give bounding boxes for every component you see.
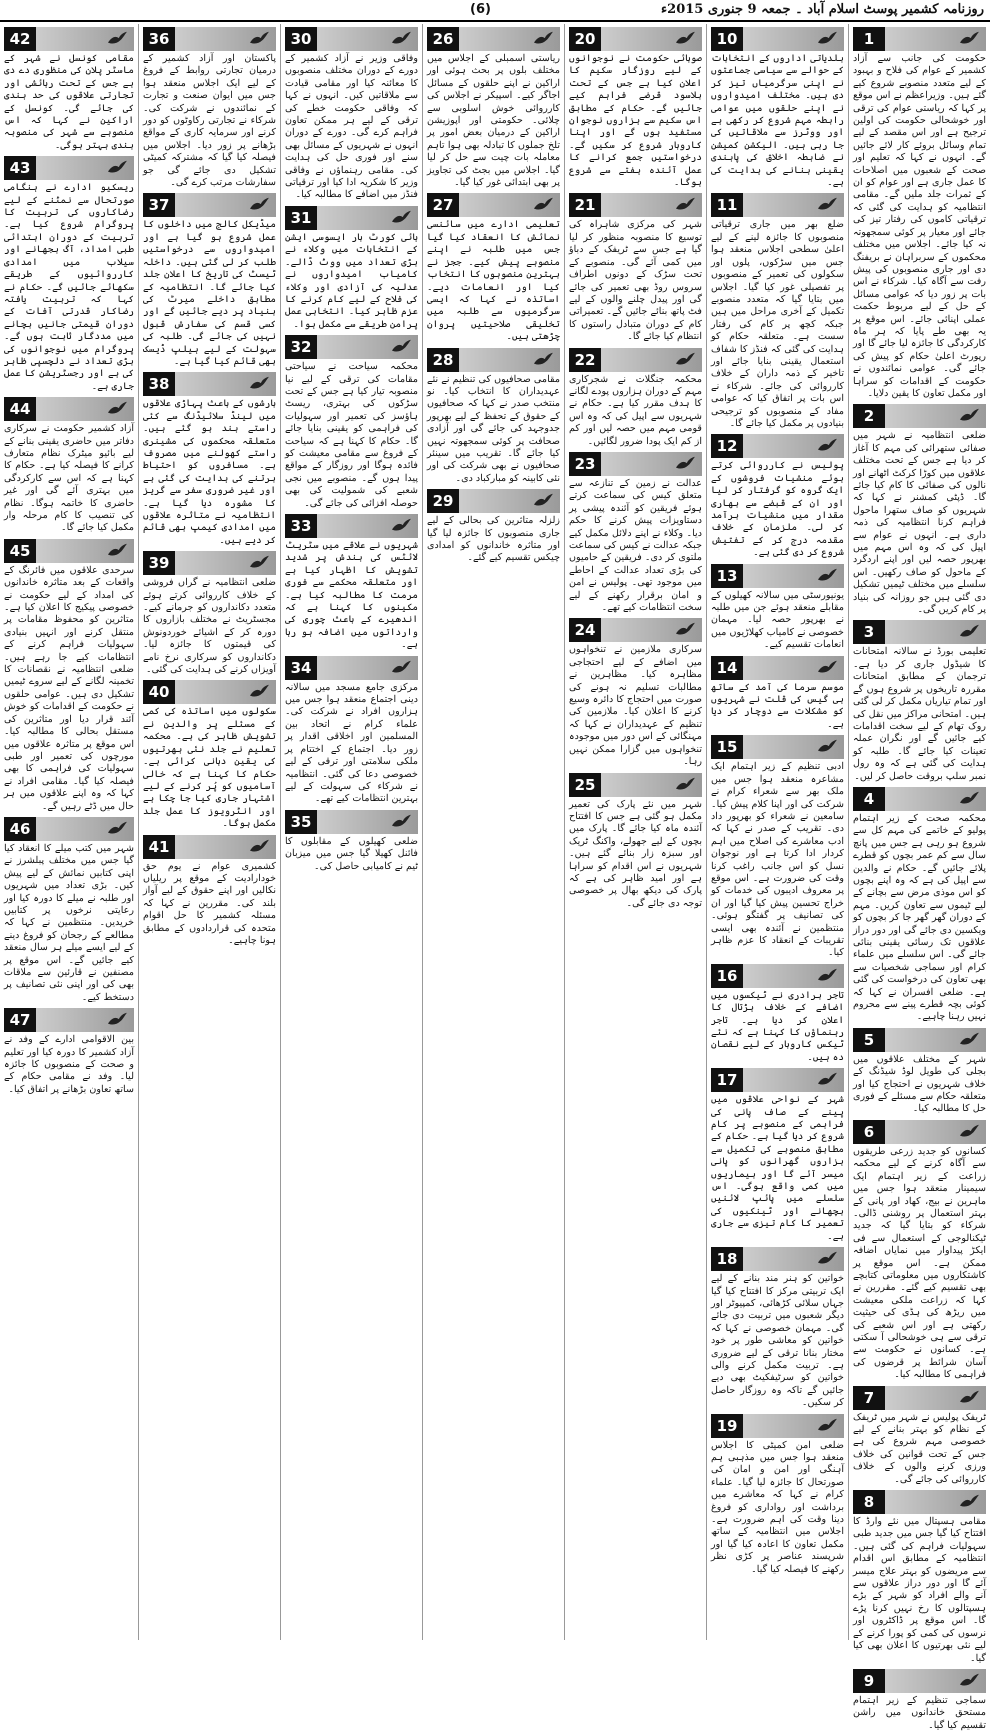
item-header-bar xyxy=(285,27,418,51)
bird-icon xyxy=(106,159,128,177)
item-header-bar xyxy=(853,27,986,51)
bird-icon xyxy=(816,567,838,585)
item-number: 19 xyxy=(711,1414,743,1438)
bird-icon xyxy=(390,209,412,227)
news-item xyxy=(569,193,702,343)
item-text: تاجر برادری نے ٹیکسوں میں اضافے کے خلاف ہڑتال کا اعلان کر دیا ہے۔ تاجر رہنماؤں کا کہنا ہے کہ نئے ٹیکس کاروبار کے لیے نقصان دہ ہیں۔ xyxy=(711,989,844,1063)
item-number: 10 xyxy=(711,27,743,51)
item-header-bar xyxy=(143,193,276,217)
item-header-bar xyxy=(569,348,702,372)
item-number: 30 xyxy=(285,27,317,51)
item-header-bar xyxy=(4,397,134,421)
item-text: پاکستان اور آزاد کشمیر کے درمیان تجارتی روابط کے فروغ کے لیے ایک اجلاس منعقد ہوا جس میں ایوان صنعت و تجارت کے نمائندوں نے شرکت کی۔ شرکاء نے تجارتی رکاوٹوں کو دور کرنے اور سرمایہ کاری کے مواقع بڑھانے پر زور دیا۔ اجلاس میں فیصلہ کیا گیا کہ مشترکہ کمیٹی تشکیل دی جائے گی جو سفارشات مرتب کرے گی۔ xyxy=(143,53,276,189)
news-item xyxy=(569,348,702,448)
item-text: کسانوں کو جدید زرعی طریقوں سے آگاہ کرنے کے لیے محکمہ زراعت کے زیر اہتمام ایک سیمینار منعقد ہوا جس میں ماہرین نے بیج، کھاد اور پانی کے بہتر استعمال پر روشنی ڈالی۔ شرکاء کو بتایا گیا کہ جدید ٹیکنالوجی کے استعمال سے فی ایکڑ پیداوار میں نمایاں اضافہ ممکن ہے۔ اس موقع پر کاشتکاروں میں معلوماتی کتابچے بھی تقسیم کیے گئے۔ مقررین نے کہا کہ زراعت ملکی معیشت میں ریڑھ کی ہڈی کی حیثیت رکھتی ہے اور اس شعبے کی ترقی سے ہی خوشحالی آ سکتی ہے۔ کسانوں نے حکومت سے آسان شرائط پر قرضوں کی فراہمی کا مطالبہ کیا۔ xyxy=(853,1145,986,1381)
news-item xyxy=(853,1028,986,1116)
bird-icon xyxy=(816,1417,838,1435)
item-number: 28 xyxy=(427,348,459,372)
item-number: 11 xyxy=(711,193,743,217)
item-header-bar xyxy=(853,787,986,811)
item-header-bar xyxy=(143,372,276,396)
item-header-bar xyxy=(569,618,702,642)
news-item xyxy=(853,404,986,616)
news-item xyxy=(4,156,134,393)
bird-icon xyxy=(248,554,270,572)
bird-icon xyxy=(248,683,270,701)
news-item xyxy=(143,551,276,676)
news-item xyxy=(711,564,844,652)
item-text: محکمہ صحت کے زیر اہتمام پولیو کے خاتمے کی مہم کل سے شروع ہو رہی ہے جس میں پانچ سال سے کم عمر بچوں کو قطرے پلائے جائیں گے۔ حکام نے والدین سے اپیل کی ہے کہ وہ اپنے بچوں کو اس موذی مرض سے بچانے کے لیے ٹیموں سے تعاون کریں۔ مہم کے دوران گھر گھر جا کر بچوں کو ویکسین دی جائے گی اور دور دراز علاقوں تک رسائی یقینی بنائی جائے گی۔ اس سلسلے میں علماء کرام اور سماجی شخصیات سے بھی تعاون کی درخواست کی گئی ہے۔ ضلعی افسران نے کہا کہ کوئی بچہ قطرے پینے سے محروم نہیں رہنا چاہیے۔ xyxy=(853,812,986,1023)
bird-icon xyxy=(106,1011,128,1029)
item-text: حکومت کی جانب سے آزاد کشمیر کے عوام کی فلاح و بہبود کے لیے متعدد منصوبے شروع کیے گئے ہیں۔ وزیراعظم نے اس موقع پر کہا کہ ریاستی عوام کی ترقی اور خوشحالی حکومت کی اولین ترجیح ہے اور اس مقصد کے لیے تمام وسائل بروئے کار لائے جائیں گے۔ انہوں نے کہا کہ تعلیم اور صحت کے شعبوں میں اصلاحات کا عمل جاری ہے اور عوام کو ان کے ثمرات جلد ملیں گے۔ مقامی انتظامیہ کو ہدایت کی گئی کہ ترقیاتی کاموں کی رفتار تیز کی جائے اور معیار پر کوئی سمجھوتہ نہ کیا جائے۔ اجلاس میں مختلف محکموں کے سربراہان نے بریفنگ دی اور جاری منصوبوں کی پیش رفت سے آگاہ کیا۔ شرکاء نے اس بات پر زور دیا کہ عوامی مسائل کے حل کے لیے مربوط حکمت عملی اپنائی جائے۔ اس موقع پر یہ بھی طے پایا کہ ہر ماہ کارکردگی کا جائزہ لیا جائے گا اور رپورٹ اعلیٰ حکام کو پیش کی جائے گی۔ عوامی نمائندوں نے حکومت کے اقدامات کو سراہا اور مکمل تعاون کا یقین دلایا۔ xyxy=(853,53,986,399)
item-text: ضلع بھر میں جاری ترقیاتی منصوبوں کا جائزہ لینے کے لیے اعلیٰ سطحی اجلاس منعقد ہوا جس میں سڑکوں، پلوں اور سکولوں کی تعمیر کے منصوبوں پر تفصیلی غور کیا گیا۔ اجلاس میں بتایا گیا کہ متعدد منصوبے تکمیل کے آخری مراحل میں ہیں جبکہ کچھ پر کام کی رفتار سست ہے۔ متعلقہ حکام کو ہدایت کی گئی کہ فنڈز کا شفاف استعمال یقینی بنایا جائے اور تاخیر کے ذمہ داران کے خلاف کارروائی کی جائے۔ شرکاء نے اس بات پر اتفاق کیا کہ عوامی مفاد کے منصوبوں کو ترجیحی بنیادوں پر مکمل کیا جائے گا۔ xyxy=(711,219,844,429)
item-header-bar xyxy=(4,539,134,563)
column-7 xyxy=(0,24,138,1640)
bird-icon xyxy=(816,659,838,677)
bird-icon xyxy=(390,659,412,677)
news-item xyxy=(427,193,560,343)
item-text: محکمہ سیاحت نے سیاحتی مقامات کی ترقی کے لیے نیا منصوبہ تیار کیا ہے جس کے تحت سڑکوں کی بہتری، ریسٹ ہاؤسز کی تعمیر اور سہولیات کی فراہمی کو یقینی بنایا جائے گا۔ حکام کا کہنا ہے کہ سیاحت کے فروغ سے مقامی معیشت کو فائدہ ہوگا اور روزگار کے مواقع پیدا ہوں گے۔ منصوبے میں نجی شعبے کی شمولیت کی بھی حوصلہ افزائی کی جائے گی۔ xyxy=(285,361,418,509)
item-number: 18 xyxy=(711,1247,743,1271)
item-number: 42 xyxy=(4,27,36,51)
item-number: 1 xyxy=(853,27,885,51)
item-text: شہر میں کتب میلے کا انعقاد کیا گیا جس میں مختلف پبلشرز نے اپنی کتابیں نمائش کے لیے پیش کیں۔ بڑی تعداد میں شہریوں اور طلبہ نے میلے کا دورہ کیا اور رعایتی نرخوں پر کتابیں خریدیں۔ منتظمین نے کہا کہ مطالعے کے رجحان کو فروغ دینے کے لیے ایسے میلے ہر سال منعقد کیے جائیں گے۔ اس موقع پر مصنفین نے قارئین سے ملاقات بھی کی اور اپنی نئی تصانیف پر دستخط کیے۔ xyxy=(4,842,134,1003)
item-number: 37 xyxy=(143,193,175,217)
item-text: ٹریفک پولیس نے شہر میں ٹریفک کے نظام کو بہتر بنانے کے لیے خصوصی مہم شروع کی ہے جس کے تحت قوانین کی خلاف ورزی کرنے والوں کے خلاف کارروائی کی جائے گی۔ xyxy=(853,1411,986,1485)
news-item xyxy=(4,539,134,813)
item-text: شہر کی مرکزی شاہراہ کی توسیع کا منصوبہ منظور کر لیا گیا ہے جس سے ٹریفک کے دباؤ میں کمی آئے گی۔ منصوبے کے تحت سڑک کے دونوں اطراف سروس روڈ بھی تعمیر کی جائے گی اور پیدل چلنے والوں کے لیے فٹ پاتھ بنائے جائیں گے۔ تعمیراتی کام کے دوران متبادل راستوں کا انتظام کیا جائے گا۔ xyxy=(569,219,702,343)
bird-icon xyxy=(816,30,838,48)
item-number: 29 xyxy=(427,489,459,513)
item-text: یونیورسٹی میں سالانہ کھیلوں کے مقابلے منعقد ہوئے جن میں طلبہ نے بھرپور حصہ لیا۔ مہمان خصوصی نے کامیاب کھلاڑیوں میں انعامات تقسیم کیے۔ xyxy=(711,589,844,651)
item-number: 41 xyxy=(143,835,175,859)
bird-icon xyxy=(958,1389,980,1407)
bird-icon xyxy=(816,1071,838,1089)
news-item xyxy=(569,618,702,768)
item-number: 32 xyxy=(285,335,317,359)
page-number: (6) xyxy=(470,2,491,17)
item-header-bar xyxy=(711,735,844,759)
bird-icon xyxy=(674,455,696,473)
item-header-bar xyxy=(285,206,418,230)
item-text: ضلعی انتظامیہ نے گراں فروشی کے خلاف کارروائی کرتے ہوئے متعدد دکانداروں کو جرمانے کیے۔ مجسٹریٹ نے مختلف بازاروں کا دورہ کر کے اشیائے خوردونوش کی قیمتوں کا جائزہ لیا۔ دکانداروں کو سرکاری نرخ نامے آویزاں کرنے کی ہدایت کی گئی۔ xyxy=(143,577,276,676)
bird-icon xyxy=(674,776,696,794)
news-item xyxy=(427,489,560,565)
news-item xyxy=(711,656,844,732)
item-text: سماجی تنظیم کے زیر اہتمام مستحق خاندانوں میں راشن تقسیم کیا گیا۔ xyxy=(853,1694,986,1731)
item-text: موسم سرما کی آمد کے ساتھ ہی گیس کی قلت نے شہریوں کو مشکلات سے دوچار کر دیا ہے۔ xyxy=(711,681,844,730)
item-text: وفاقی وزیر نے آزاد کشمیر کے دورے کے دوران مختلف منصوبوں کا معائنہ کیا اور مقامی قیادت سے ملاقاتیں کیں۔ انہوں نے کہا کہ وفاقی حکومت خطے کی ترقی کے لیے ہر ممکن تعاون فراہم کرے گی۔ دورے کے دوران انہوں نے شہریوں کے مسائل بھی سنے اور فوری حل کی ہدایت کی۔ مقامی رہنماؤں نے وفاقی وزیر کا شکریہ ادا کیا اور ترقیاتی فنڈز میں اضافے کا مطالبہ کیا۔ xyxy=(285,53,418,201)
item-text: سکولوں میں اساتذہ کی کمی کے مسئلے پر والدین نے تشویش ظاہر کی ہے۔ محکمہ تعلیم نے جلد نئی بھرتیوں کی یقین دہانی کرائی ہے۔ حکام کا کہنا ہے کہ خالی آسامیوں کو پُر کرنے کے لیے اشتہار جاری کیا جا چکا ہے اور انٹرویوز کا عمل جلد مکمل ہوگا۔ xyxy=(143,706,276,830)
item-number: 26 xyxy=(427,27,459,51)
news-item xyxy=(853,1386,986,1486)
news-item xyxy=(711,1068,844,1243)
news-item xyxy=(853,1669,986,1732)
item-header-bar xyxy=(427,193,560,217)
news-item xyxy=(4,27,134,152)
item-number: 17 xyxy=(711,1068,743,1092)
bird-icon xyxy=(248,838,270,856)
item-text: مقامی ہسپتال میں نئے وارڈ کا افتتاح کیا گیا جس میں جدید طبی سہولیات فراہم کی گئی ہیں۔ انتظامیہ کے مطابق اس اقدام سے مریضوں کو بہتر علاج میسر آئے گا اور دور دراز علاقوں سے آنے والے افراد کو شہر کے بڑے ہسپتالوں کا رخ نہیں کرنا پڑے گا۔ اس موقع پر ڈاکٹروں اور نرسوں کی کمی کو پورا کرنے کے لیے نئی بھرتیوں کا اعلان بھی کیا گیا۔ xyxy=(853,1516,986,1664)
item-header-bar xyxy=(427,27,560,51)
item-text: بلدیاتی اداروں کے انتخابات کے حوالے سے سیاسی جماعتوں نے اپنی سرگرمیاں تیز کر دی ہیں۔ مختلف امیدواروں نے اپنے حلقوں میں عوامی رابطہ مہم شروع کر رکھی ہے اور ووٹرز سے ملاقاتیں کی جا رہی ہیں۔ الیکشن کمیشن نے ضابطہ اخلاق کی پابندی یقینی بنانے کی ہدایت کی ہے۔ xyxy=(711,53,844,189)
item-number: 6 xyxy=(853,1120,885,1144)
bird-icon xyxy=(390,517,412,535)
item-number: 35 xyxy=(285,810,317,834)
item-number: 25 xyxy=(569,773,601,797)
news-item xyxy=(569,452,702,614)
item-text: ہائی کورٹ بار ایسوسی ایشن کے انتخابات میں وکلاء نے بڑی تعداد میں ووٹ ڈالے۔ کامیاب امیدواروں نے عدلیہ کی آزادی اور وکلاء کی فلاح کے لیے کام کرنے کا عزم ظاہر کیا۔ انتخابی عمل پرامن طریقے سے مکمل ہوا۔ xyxy=(285,231,418,330)
item-text: ضلعی امن کمیٹی کا اجلاس منعقد ہوا جس میں مذہبی ہم آہنگی اور امن و امان کی صورتحال کا جائزہ لیا گیا۔ علماء کرام نے کہا کہ معاشرے میں برداشت اور رواداری کو فروغ دینا وقت کی اہم ضرورت ہے۔ اجلاس میں انتظامیہ کے ساتھ مکمل تعاون کا اعادہ کیا گیا اور شرپسند عناصر پر کڑی نظر رکھنے کا فیصلہ کیا گیا۔ xyxy=(711,1439,844,1575)
bird-icon xyxy=(958,407,980,425)
column-2 xyxy=(706,24,848,1640)
news-item xyxy=(143,27,276,189)
bird-icon xyxy=(532,351,554,369)
item-header-bar xyxy=(853,1669,986,1693)
bird-icon xyxy=(958,30,980,48)
item-header-bar xyxy=(4,1008,134,1032)
bird-icon xyxy=(674,196,696,214)
bird-icon xyxy=(674,621,696,639)
item-text: آزاد کشمیر حکومت نے سرکاری دفاتر میں حاضری یقینی بنانے کے لیے بائیو میٹرک نظام متعارف کرانے کا فیصلہ کیا ہے۔ حکام کا کہنا ہے کہ اس سے کارکردگی میں بہتری آئے گی اور غیر حاضری کا خاتمہ ہوگا۔ نظام کی تنصیب کا کام مرحلہ وار مکمل کیا جائے گا۔ xyxy=(4,423,134,534)
news-item xyxy=(4,817,134,1004)
item-text: بین الاقوامی ادارے کے وفد نے آزاد کشمیر کا دورہ کیا اور تعلیم و صحت کے منصوبوں کا جائزہ لیا۔ وفد نے مقامی حکام کے ساتھ تعاون بڑھانے پر اتفاق کیا۔ xyxy=(4,1034,134,1095)
item-text: بارشوں کے باعث پہاڑی علاقوں میں لینڈ سلائیڈنگ سے کئی راستے بند ہو گئے ہیں۔ متعلقہ محکموں کی مشینری راستے کھولنے میں مصروف ہے۔ مسافروں کو احتیاط برتنے کی ہدایت کی گئی ہے اور غیر ضروری سفر سے گریز کا مشورہ دیا گیا ہے۔ انتظامیہ نے متاثرہ علاقوں میں امدادی کیمپ بھی قائم کر دیے ہیں۔ xyxy=(143,398,276,546)
item-header-bar xyxy=(711,656,844,680)
item-number: 34 xyxy=(285,656,317,680)
bird-icon xyxy=(816,738,838,756)
bird-icon xyxy=(532,196,554,214)
news-item xyxy=(853,1490,986,1665)
item-text: شہر میں نئے پارک کی تعمیر مکمل ہو گئی ہے جس کا افتتاح آئندہ ماہ کیا جائے گا۔ پارک میں بچوں کے لیے جھولے، واکنگ ٹریک اور سبزہ زار بنائے گئے ہیں۔ شہریوں نے اس اقدام کو سراہا ہے اور امید ظاہر کی ہے کہ پارک کی دیکھ بھال پر خصوصی توجہ دی جائے گی۔ xyxy=(569,798,702,909)
item-header-bar xyxy=(569,27,702,51)
item-header-bar xyxy=(853,404,986,428)
item-number: 20 xyxy=(569,27,601,51)
item-text: شہر کے نواحی علاقوں میں پینے کے صاف پانی کی فراہمی کے منصوبے پر کام شروع کر دیا گیا ہے۔ حکام کے مطابق منصوبے کی تکمیل سے ہزاروں گھرانوں کو پانی میسر آئے گا اور بیماریوں میں کمی واقع ہوگی۔ اس سلسلے میں پائپ لائنیں بچھانے اور ٹینکیوں کی تعمیر کا کام تیزی سے جاری ہے۔ xyxy=(711,1094,844,1242)
item-header-bar xyxy=(853,1490,986,1514)
item-header-bar xyxy=(711,564,844,588)
item-text: شہریوں نے علاقے میں سٹریٹ لائٹس کی بندش پر شدید تشویش کا اظہار کیا ہے اور متعلقہ محکمے سے فوری مرمت کا مطالبہ کیا ہے۔ مکینوں کا کہنا ہے کہ اندھیرے کے باعث چوری کی وارداتوں میں اضافہ ہو رہا ہے۔ xyxy=(285,540,418,651)
bird-icon xyxy=(816,196,838,214)
item-text: عدالت نے زمین کے تنازعہ سے متعلق کیس کی سماعت کرتے ہوئے فریقین کو آئندہ پیشی پر دستاویزات پیش کرنے کا حکم دیا۔ وکلاء نے اپنے دلائل مکمل کیے جبکہ عدالت نے کیس کی سماعت ملتوی کر دی۔ فریقین کے حامیوں کی بڑی تعداد عدالت کے احاطے میں موجود تھی۔ پولیس نے امن و امان برقرار رکھنے کے لیے سخت انتظامات کیے تھے۔ xyxy=(569,477,702,614)
news-item xyxy=(143,835,276,948)
column-3 xyxy=(564,24,706,1640)
item-header-bar xyxy=(711,27,844,51)
column-4 xyxy=(422,24,564,1640)
item-text: خواتین کو ہنر مند بنانے کے لیے ایک تربیتی مرکز کا افتتاح کیا گیا جہاں سلائی کڑھائی، کمپیوٹر اور دیگر شعبوں میں تربیت دی جائے گی۔ مہمان خصوصی نے کہا کہ خواتین کو معاشی طور پر خود مختار بنانا ترقی کے لیے ضروری ہے۔ تربیت مکمل کرنے والی خواتین کو سرٹیفکیٹ بھی دیے جائیں گے تاکہ وہ روزگار حاصل کر سکیں۔ xyxy=(711,1273,844,1409)
item-header-bar xyxy=(711,193,844,217)
item-header-bar xyxy=(285,335,418,359)
bird-icon xyxy=(958,790,980,808)
item-number: 33 xyxy=(285,514,317,538)
news-item xyxy=(285,656,418,806)
item-header-bar xyxy=(285,656,418,680)
item-number: 23 xyxy=(569,452,601,476)
item-text: شہر کے مختلف علاقوں میں بجلی کی طویل لوڈ شیڈنگ کے خلاف شہریوں نے احتجاج کیا اور متعلقہ حکام سے مسئلے کے فوری حل کا مطالبہ کیا۔ xyxy=(853,1053,986,1115)
item-header-bar xyxy=(427,348,560,372)
bird-icon xyxy=(958,623,980,641)
item-header-bar xyxy=(711,964,844,988)
item-header-bar xyxy=(569,773,702,797)
item-text: ادبی تنظیم کے زیر اہتمام ایک مشاعرہ منعقد ہوا جس میں ملک بھر سے شعراء کرام نے شرکت کی اور اپنا کلام پیش کیا۔ سامعین نے شعراء کو بھرپور داد دی۔ تقریب کے صدر نے کہا کہ ادب معاشرے کی اصلاح میں اہم کردار ادا کرتا ہے اور نوجوان نسل کو اس جانب راغب کرنا وقت کی ضرورت ہے۔ اس موقع پر معروف ادیبوں کی خدمات کو خراج تحسین پیش کیا گیا اور ان کی تصانیف پر گفتگو ہوئی۔ منتظمین نے آئندہ بھی ایسی تقریبات کے انعقاد کا عزم ظاہر کیا۔ xyxy=(711,761,844,959)
news-item xyxy=(711,735,844,960)
item-number: 9 xyxy=(853,1669,885,1693)
bird-icon xyxy=(532,30,554,48)
news-item xyxy=(711,193,844,430)
bird-icon xyxy=(106,820,128,838)
item-header-bar xyxy=(853,1028,986,1052)
item-text: میڈیکل کالج میں داخلوں کا عمل شروع ہو گیا ہے اور امیدواروں سے درخواستیں طلب کر لی گئی ہیں۔ داخلہ ٹیسٹ کی تاریخ کا اعلان جلد کیا جائے گا۔ انتظامیہ کے مطابق داخلے میرٹ کی بنیاد پر دیے جائیں گے اور کسی قسم کی سفارش قبول نہیں کی جائے گی۔ طلبہ کی سہولت کے لیے ہیلپ ڈیسک بھی قائم کیا گیا ہے۔ xyxy=(143,219,276,367)
item-number: 14 xyxy=(711,656,743,680)
item-number: 39 xyxy=(143,551,175,575)
item-number: 2 xyxy=(853,404,885,428)
bird-icon xyxy=(106,30,128,48)
item-text: کشمیری عوام نے یوم حق خودارادیت کے موقع پر ریلیاں نکالیں اور اپنے حقوق کے لیے آواز بلند کی۔ مقررین نے کہا کہ مسئلہ کشمیر کا حل اقوام متحدہ کی قراردادوں کے مطابق ہونا چاہیے۔ xyxy=(143,860,276,946)
bird-icon xyxy=(674,30,696,48)
item-header-bar xyxy=(711,434,844,458)
item-number: 12 xyxy=(711,434,743,458)
item-text: زلزلہ متاثرین کی بحالی کے لیے جاری منصوبوں کا جائزہ لیا گیا اور متاثرہ خاندانوں کو امدادی چیکس تقسیم کیے گئے۔ xyxy=(427,515,560,564)
item-number: 15 xyxy=(711,735,743,759)
item-header-bar xyxy=(4,156,134,180)
bird-icon xyxy=(958,1123,980,1141)
news-item xyxy=(285,27,418,202)
item-number: 43 xyxy=(4,156,36,180)
news-item xyxy=(143,372,276,547)
item-text: مقامی کونسل نے شہر کے ماسٹر پلان کی منظوری دے دی ہے جس کے تحت رہائشی اور تجارتی علاقوں کی حد بندی کی جائے گی۔ کونسل کے اراکین نے کہا کہ اس منصوبے سے شہر کی منصوبہ بندی بہتر ہوگی۔ xyxy=(4,53,134,151)
masthead: روزنامہ کشمیر پوسٹ اسلام آباد ۔ جمعہ 9 جنوری 2015ء xyxy=(661,2,984,17)
item-number: 5 xyxy=(853,1028,885,1052)
bird-icon xyxy=(958,1672,980,1690)
news-item xyxy=(427,27,560,189)
item-header-bar xyxy=(711,1247,844,1271)
item-text: مرکزی جامع مسجد میں سالانہ دینی اجتماع منعقد ہوا جس میں ہزاروں افراد نے شرکت کی۔ علماء کرام نے اتحاد بین المسلمین اور اخلاقی اقدار پر زور دیا۔ اجتماع کے اختتام پر ملکی سلامتی اور ترقی کے لیے خصوصی دعا کی گئی۔ انتظامیہ نے شرکاء کی سہولت کے لیے بہترین انتظامات کیے تھے۔ xyxy=(285,681,418,805)
item-text: ریسکیو ادارے نے ہنگامی صورتحال سے نمٹنے کے لیے رضاکاروں کی تربیت کا پروگرام شروع کیا ہے۔ تربیت کے دوران ابتدائی طبی امداد، آگ بجھانے اور سیلاب میں امدادی کارروائیوں کے طریقے سکھائے جائیں گے۔ حکام نے کہا کہ تربیت یافتہ رضاکار قدرتی آفات کے دوران قیمتی جانیں بچانے میں مددگار ثابت ہوں گے۔ پروگرام میں نوجوانوں کی بڑی تعداد نے دلچسپی ظاہر کی ہے اور رجسٹریشن کا عمل جاری ہے۔ xyxy=(4,182,134,392)
item-text: تعلیمی ادارے میں سائنسی نمائش کا انعقاد کیا گیا جس میں طلبہ نے اپنے منصوبے پیش کیے۔ ججز نے بہترین منصوبوں کا انتخاب کیا اور انعامات دیے۔ اساتذہ نے کہا کہ ایسی سرگرمیوں سے طلبہ میں تخلیقی صلاحیتیں پروان چڑھتی ہیں۔ xyxy=(427,219,560,343)
item-text: ضلعی کھیلوں کے مقابلوں کا فائنل کھیلا گیا جس میں میزبان ٹیم نے کامیابی حاصل کی۔ xyxy=(285,835,418,872)
news-item xyxy=(853,787,986,1024)
item-number: 7 xyxy=(853,1386,885,1410)
item-header-bar xyxy=(569,452,702,476)
item-number: 36 xyxy=(143,27,175,51)
item-header-bar xyxy=(143,27,276,51)
bird-icon xyxy=(248,30,270,48)
item-number: 22 xyxy=(569,348,601,372)
item-number: 46 xyxy=(4,817,36,841)
news-item xyxy=(853,620,986,782)
news-item xyxy=(285,206,418,331)
news-item xyxy=(285,335,418,510)
news-item xyxy=(4,397,134,535)
item-text: تعلیمی بورڈ نے سالانہ امتحانات کا شیڈول جاری کر دیا ہے۔ ترجمان کے مطابق امتحانات مقررہ تاریخوں پر شروع ہوں گے اور تمام تیاریاں مکمل کر لی گئی ہیں۔ امتحانی مراکز میں نقل کی روک تھام کے لیے سخت اقدامات کیے جائیں گے اور نگران عملہ تعینات کیا جائے گا۔ طلبہ کو ہدایت کی گئی ہے کہ وہ رول نمبر سلپ بروقت حاصل کر لیں۔ xyxy=(853,646,986,782)
news-item xyxy=(711,964,844,1064)
bird-icon xyxy=(390,338,412,356)
bird-icon xyxy=(390,813,412,831)
bird-icon xyxy=(816,1250,838,1268)
item-text: ضلعی انتظامیہ نے شہر میں صفائی ستھرائی کی مہم کا آغاز کر دیا ہے جس کے تحت مختلف علاقوں میں کوڑا کرکٹ اٹھانے اور نالوں کی صفائی کا کام کیا جائے گا۔ ڈپٹی کمشنر نے کہا کہ شہریوں کو صاف ستھرا ماحول فراہم کرنا انتظامیہ کی ذمہ داری ہے۔ انہوں نے عوام سے اپیل کی کہ وہ اس مہم میں بھرپور حصہ لیں اور اپنے اردگرد کے ماحول کو صاف رکھیں۔ اس سلسلے میں مختلف ٹیمیں تشکیل دی گئی ہیں جو روزانہ کی بنیاد پر کام کریں گی۔ xyxy=(853,430,986,616)
bird-icon xyxy=(958,1493,980,1511)
bird-icon xyxy=(248,375,270,393)
item-header-bar xyxy=(4,27,134,51)
news-item xyxy=(853,1120,986,1382)
item-header-bar xyxy=(853,620,986,644)
bird-icon xyxy=(390,30,412,48)
item-number: 31 xyxy=(285,206,317,230)
bird-icon xyxy=(816,967,838,985)
bird-icon xyxy=(532,492,554,510)
column-1 xyxy=(848,24,990,1731)
item-text: ریاستی اسمبلی کے اجلاس میں مختلف بلوں پر بحث ہوئی اور اراکین نے اپنے حلقوں کے مسائل اجاگر کیے۔ اسپیکر نے اجلاس کی کارروائی خوش اسلوبی سے چلائی۔ حکومتی اور اپوزیشن اراکین کے درمیان بعض امور پر تلخ جملوں کا تبادلہ بھی ہوا تاہم معاملہ بات چیت سے حل کر لیا گیا۔ اجلاس میں بجٹ کی تجاویز پر بھی ابتدائی غور کیا گیا۔ xyxy=(427,53,560,189)
news-item xyxy=(143,193,276,368)
item-header-bar xyxy=(711,1068,844,1092)
news-item xyxy=(569,27,702,189)
item-text: سرکاری ملازمین نے تنخواہوں میں اضافے کے لیے احتجاجی مظاہرہ کیا۔ مظاہرین نے مطالبات تسلیم نہ ہونے کی صورت میں احتجاج کا دائرہ وسیع کرنے کا اعلان کیا۔ ملازمین کی تنظیم کے عہدیداران نے کہا کہ مہنگائی کے اس دور میں موجودہ تنخواہوں میں گزارا ممکن نہیں رہا۔ xyxy=(569,644,702,768)
column-5 xyxy=(280,24,422,1640)
column-6 xyxy=(138,24,280,1640)
item-number: 4 xyxy=(853,787,885,811)
item-text: سرحدی علاقوں میں فائرنگ کے واقعات کے بعد متاثرہ خاندانوں کی امداد کے لیے حکومت نے خصوصی پیکیج کا اعلان کیا ہے۔ متاثرین کو محفوظ مقامات پر منتقل کرنے اور انہیں بنیادی سہولیات فراہم کرنے کے انتظامات کیے جا رہے ہیں۔ ضلعی انتظامیہ نے نقصانات کا تخمینہ لگانے کے لیے سروے ٹیمیں تشکیل دی ہیں۔ عوامی حلقوں نے حکومت کے اقدامات کو خوش آئند قرار دیا اور متاثرین کی مستقل بحالی کا مطالبہ کیا۔ اس موقع پر متاثرہ علاقوں میں مورچوں کی تعمیر اور طبی سہولیات کی فراہمی کا بھی فیصلہ کیا گیا۔ مقامی افراد نے کہا کہ وہ اپنے علاقوں میں ہر حال میں ڈٹے رہیں گے۔ xyxy=(4,564,134,812)
item-header-bar xyxy=(853,1120,986,1144)
item-header-bar xyxy=(711,1414,844,1438)
bird-icon xyxy=(248,196,270,214)
news-item xyxy=(711,27,844,189)
page-header xyxy=(0,0,990,22)
bird-icon xyxy=(816,437,838,455)
bird-icon xyxy=(674,351,696,369)
item-text: پولیس نے کارروائی کرتے ہوئے منشیات فروشوں کے ایک گروہ کو گرفتار کر لیا اور ان کے قبضے سے بھاری مقدار میں منشیات برآمد کر لی۔ ملزمان کے خلاف مقدمہ درج کر کے تفتیش شروع کر دی گئی ہے۔ xyxy=(711,460,844,559)
item-number: 40 xyxy=(143,680,175,704)
item-header-bar xyxy=(853,1386,986,1410)
item-number: 8 xyxy=(853,1490,885,1514)
news-item xyxy=(853,27,986,400)
item-header-bar xyxy=(285,514,418,538)
news-item xyxy=(711,1414,844,1576)
item-number: 21 xyxy=(569,193,601,217)
bird-icon xyxy=(958,1031,980,1049)
news-item xyxy=(711,434,844,559)
news-item xyxy=(711,1247,844,1409)
item-number: 47 xyxy=(4,1008,36,1032)
item-number: 38 xyxy=(143,372,175,396)
bird-icon xyxy=(106,400,128,418)
item-number: 13 xyxy=(711,564,743,588)
news-item xyxy=(427,348,560,486)
item-header-bar xyxy=(4,817,134,841)
bird-icon xyxy=(106,542,128,560)
news-item xyxy=(143,680,276,830)
item-header-bar xyxy=(143,680,276,704)
item-number: 3 xyxy=(853,620,885,644)
item-number: 44 xyxy=(4,397,36,421)
news-item xyxy=(285,810,418,873)
item-text: محکمہ جنگلات نے شجرکاری مہم کے دوران ہزاروں پودے لگانے کا ہدف مقرر کیا ہے۔ حکام نے شہریوں سے اپیل کی کہ وہ اس قومی مہم میں حصہ لیں اور کم از کم ایک پودا ضرور لگائیں۔ xyxy=(569,373,702,447)
news-item xyxy=(4,1008,134,1096)
item-number: 24 xyxy=(569,618,601,642)
item-number: 45 xyxy=(4,539,36,563)
item-number: 16 xyxy=(711,964,743,988)
item-header-bar xyxy=(569,193,702,217)
news-item xyxy=(285,514,418,652)
item-number: 27 xyxy=(427,193,459,217)
item-text: صوبائی حکومت نے نوجوانوں کے لیے روزگار سکیم کا اعلان کیا ہے جس کے تحت بلاسود قرضے فراہم کیے جائیں گے۔ حکام کے مطابق اس سکیم سے ہزاروں نوجوان مستفید ہوں گے اور اپنا کاروبار شروع کر سکیں گے۔ درخواستیں جمع کرانے کا عمل آئندہ ہفتے سے شروع ہوگا۔ xyxy=(569,53,702,189)
item-header-bar xyxy=(143,835,276,859)
news-item xyxy=(569,773,702,911)
item-header-bar xyxy=(285,810,418,834)
item-header-bar xyxy=(427,489,560,513)
item-text: مقامی صحافیوں کی تنظیم نے نئے عہدیداران کا انتخاب کیا۔ نو منتخب صدر نے کہا کہ صحافیوں کے حقوق کے تحفظ کے لیے بھرپور جدوجہد کی جائے گی اور آزادی صحافت پر کوئی سمجھوتہ نہیں کیا جائے گا۔ تقریب میں سینئر صحافیوں نے بھی شرکت کی اور نئی کابینہ کو مبارکباد دی۔ xyxy=(427,373,560,484)
item-header-bar xyxy=(143,551,276,575)
